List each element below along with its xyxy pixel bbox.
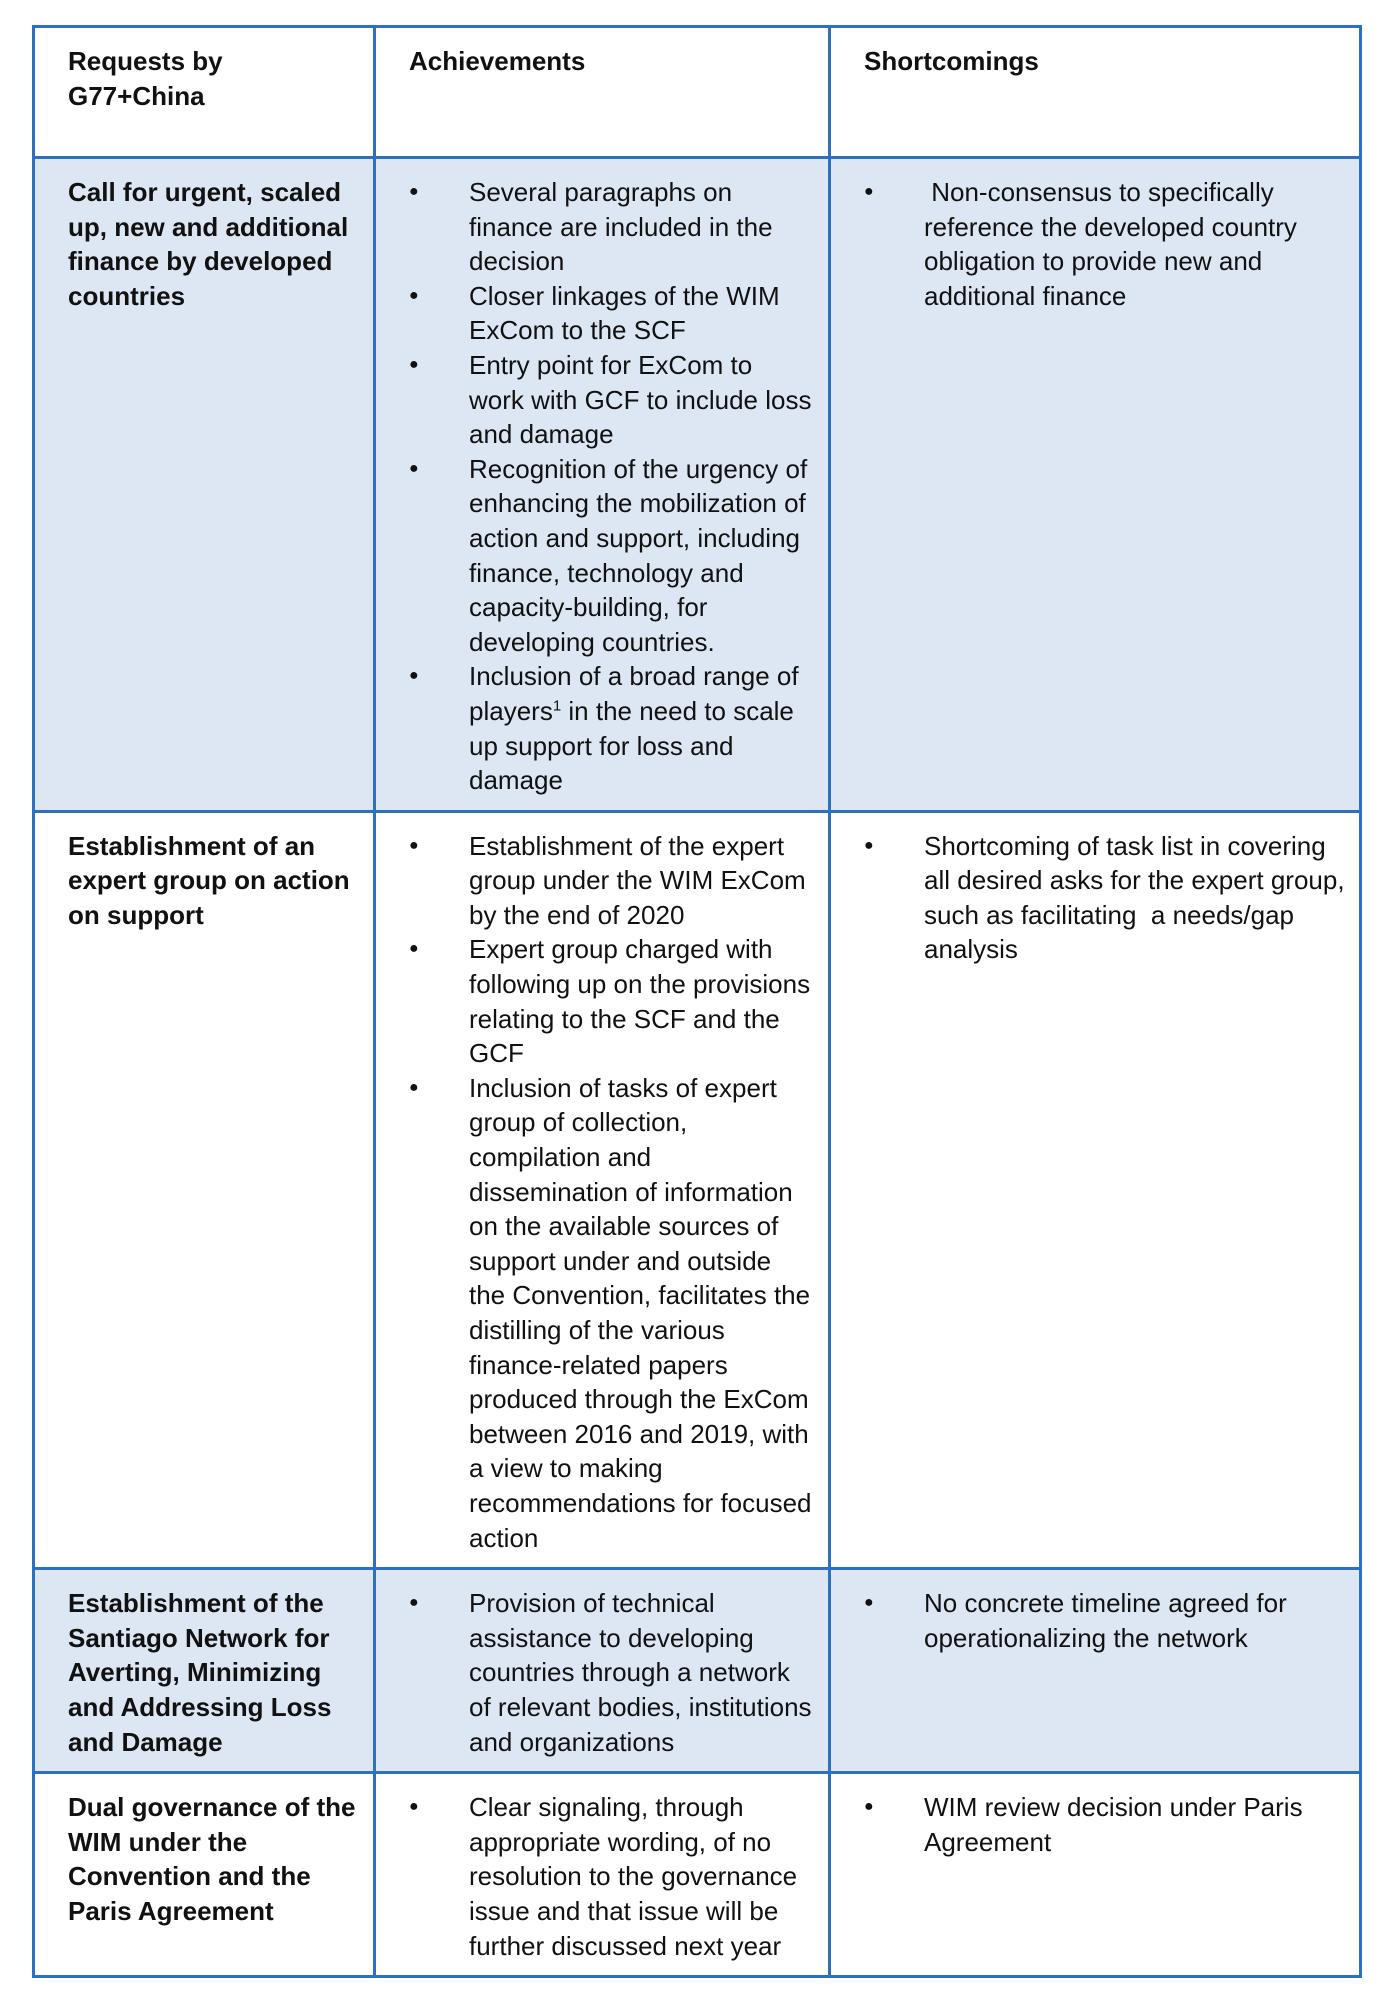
shortcomings-list — [864, 829, 1352, 967]
list-item: ● Closer linkages of the WIM ExCom to the SCF — [409, 279, 814, 348]
list-item: ● Several paragraphs on finance are included in the decision — [409, 175, 814, 279]
footnote-marker: 1 — [552, 697, 562, 715]
list-item: ● Recognition of the urgency of enhancing the mobilization of action and support, including finance, technology and capacity-building, for developing countries. — [409, 452, 814, 660]
request-cell: Establishment of an expert group on action on support — [34, 811, 375, 1568]
list-item: ● Non-consensus to specifically reference the developed country obligation to provide new and additional finance — [864, 175, 1345, 313]
shortcomings-cell — [830, 1773, 1361, 1977]
list-item: ● Provision of technical assistance to developing countries through a network of relevant bodies, institutions and organizations — [409, 1586, 814, 1759]
header-shortcomings: Shortcomings — [830, 27, 1361, 158]
list-item — [409, 659, 814, 797]
achievements-list — [409, 829, 814, 1555]
list-item: ● Establishment of the expert group under the WIM ExCom by the end of 2020 — [409, 829, 814, 933]
header-requests: Requests by G77+China — [34, 27, 375, 158]
shortcomings-cell — [830, 1569, 1361, 1773]
table-row — [34, 158, 1361, 812]
shortcomings-list — [864, 1586, 1345, 1655]
shortcomings-list — [864, 175, 1345, 313]
comparison-table — [32, 25, 1362, 1978]
header-row — [34, 27, 1361, 158]
achievements-list — [409, 1586, 814, 1759]
achievements-cell — [375, 811, 830, 1568]
request-cell: Dual governance of the WIM under the Convention and the Paris Agreement — [34, 1773, 375, 1977]
list-item: ● WIM review decision under Paris Agreement — [864, 1790, 1345, 1859]
list-item: ● Clear signaling, through appropriate wording, of no resolution to the governance issue and that issue will be further discussed next year — [409, 1790, 814, 1963]
item-text: in the need to scale up support for loss and damage — [469, 695, 794, 796]
request-cell: Call for urgent, scaled up, new and additional finance by developed countries — [34, 158, 375, 812]
header-achievements: Achievements — [375, 27, 830, 158]
achievements-cell — [375, 158, 830, 812]
request-cell: Establishment of the Santiago Network for Averting, Minimizing and Addressing Loss and Damage — [34, 1569, 375, 1773]
achievements-list — [409, 1790, 814, 1963]
list-item: ● Inclusion of tasks of expert group of collection, compilation and dissemination of information on the available sources of support under and outside the Convention, facilitates the distilling of the various finance-related papers produced through the ExCom between 2016 and 2019, with a view to making recommendations for focused action — [409, 1071, 814, 1555]
shortcomings-cell — [830, 811, 1361, 1568]
table-row — [34, 1773, 1361, 1977]
shortcomings-list — [864, 1790, 1345, 1859]
list-item: ● Entry point for ExCom to work with GCF to include loss and damage — [409, 348, 814, 452]
achievements-list — [409, 175, 814, 798]
achievements-cell — [375, 1569, 830, 1773]
list-item: ● No concrete timeline agreed for operationalizing the network — [864, 1586, 1345, 1655]
shortcomings-cell — [830, 158, 1361, 812]
table-row — [34, 1569, 1361, 1773]
list-item: ● Expert group charged with following up on the provisions relating to the SCF and the GCF — [409, 932, 814, 1070]
item-text: Inclusion of a broad range of players — [469, 661, 799, 726]
table-row — [34, 811, 1361, 1568]
list-item: ● Shortcoming of task list in covering all desired asks for the expert group, such as facilitating a needs/gap analysis — [864, 829, 1345, 967]
achievements-cell — [375, 1773, 830, 1977]
